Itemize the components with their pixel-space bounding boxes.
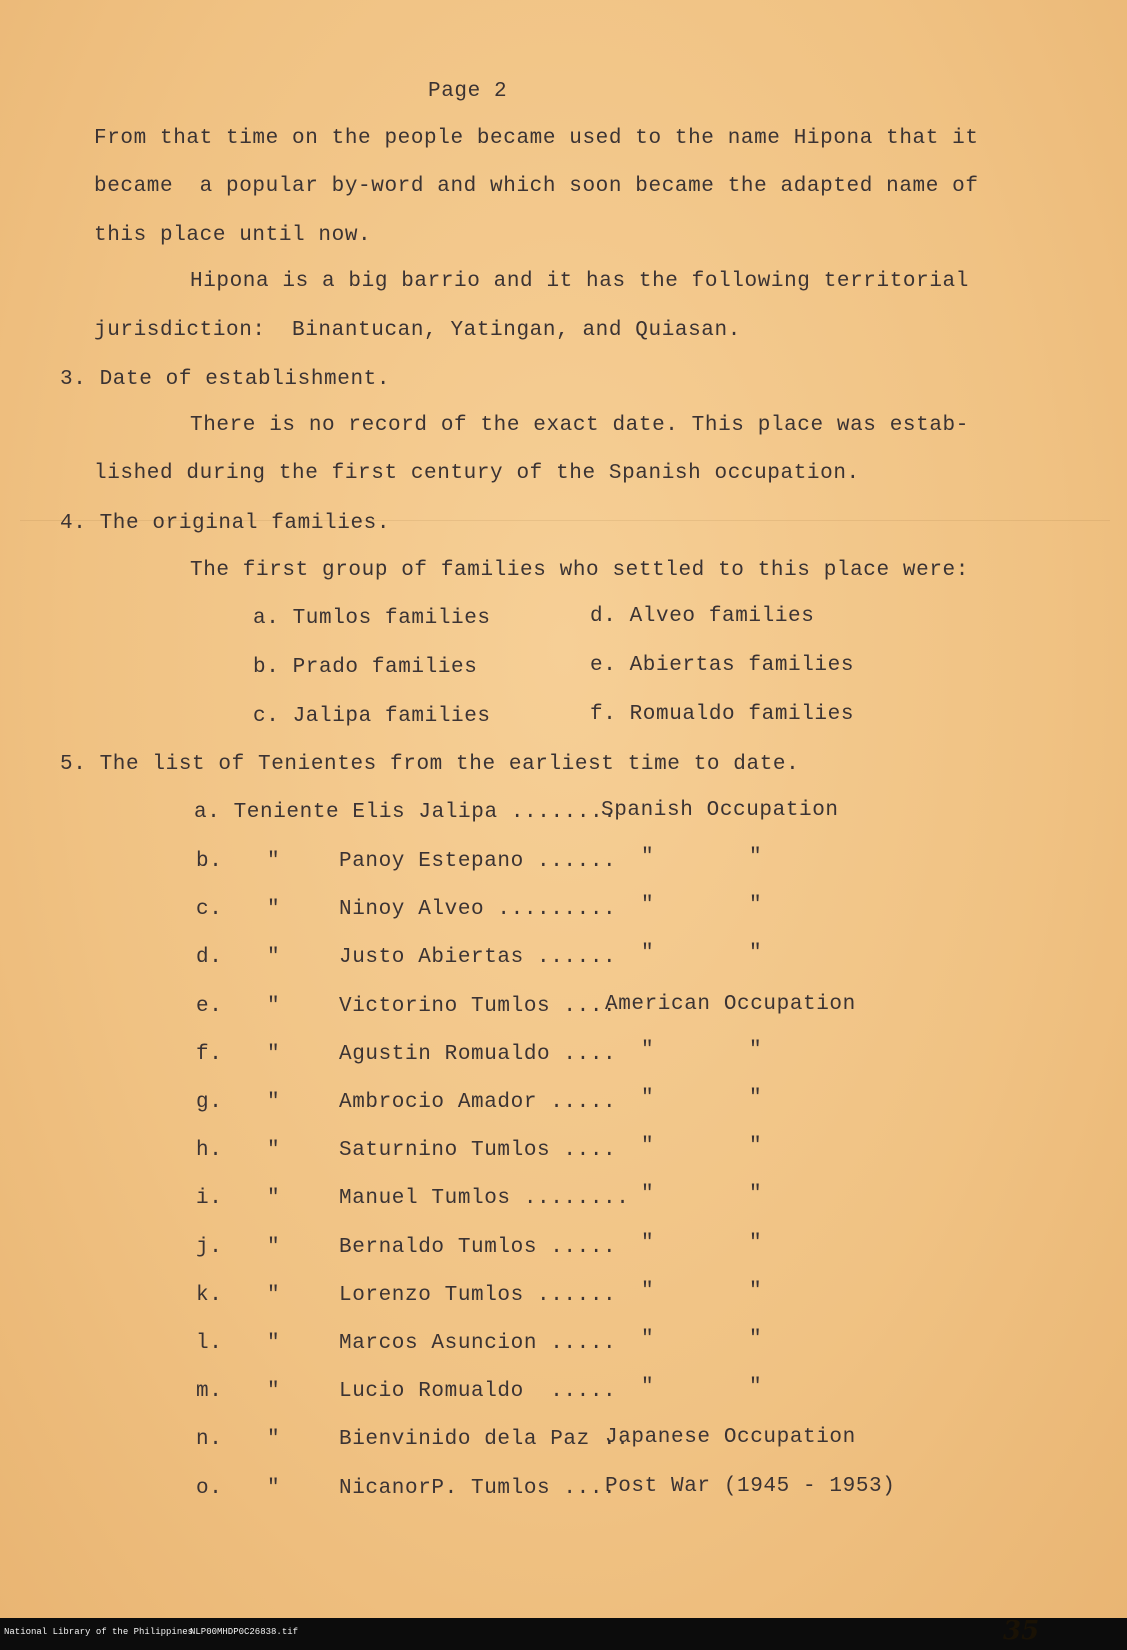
paragraph1-line: this place until now. <box>94 224 372 247</box>
teniente-name: a. Teniente Elis Jalipa ........ <box>194 801 617 824</box>
section4-intro: The first group of families who settled to this place were: <box>190 559 969 582</box>
section3-line: There is no record of the exact date. This place was estab- <box>190 414 969 437</box>
row-letter: d. <box>196 946 223 969</box>
period-ditto: " <box>641 1328 655 1351</box>
row-letter: e. <box>196 995 223 1018</box>
row-letter: c. <box>196 898 223 921</box>
teniente-ditto: " <box>267 946 281 969</box>
teniente-ditto: " <box>267 850 281 873</box>
row-letter: b. <box>196 850 223 873</box>
teniente-name: Justo Abiertas ...... <box>339 946 617 969</box>
teniente-name: Bernaldo Tumlos ..... <box>339 1236 617 1259</box>
paragraph1-line: From that time on the people became used to the name Hipona that it <box>94 127 979 150</box>
family-item: a. Tumlos families <box>253 607 491 630</box>
period-ditto: " <box>641 1183 655 1206</box>
section5-heading: 5. The list of Tenientes from the earliest time to date. <box>60 753 800 776</box>
family-item: b. Prado families <box>253 656 478 679</box>
period-ditto: " <box>641 894 655 917</box>
scan-footer-strip <box>0 1618 1127 1650</box>
teniente-name: Bienvinido dela Paz .. <box>339 1428 630 1451</box>
teniente-name: Lucio Romualdo ..... <box>339 1380 617 1403</box>
period-ditto: " <box>641 1135 655 1158</box>
teniente-period: Spanish Occupation <box>601 799 839 822</box>
teniente-name: Agustin Romualdo .... <box>339 1043 617 1066</box>
teniente-ditto: " <box>267 1380 281 1403</box>
period-ditto: " <box>749 1135 763 1158</box>
teniente-ditto: " <box>267 1236 281 1259</box>
teniente-ditto: " <box>267 1187 281 1210</box>
period-ditto: " <box>749 1039 763 1062</box>
row-letter: o. <box>196 1477 223 1500</box>
teniente-name: Ambrocio Amador ..... <box>339 1091 617 1114</box>
row-letter: f. <box>196 1043 223 1066</box>
period-ditto: " <box>749 1328 763 1351</box>
period-ditto: " <box>749 1376 763 1399</box>
period-ditto: " <box>749 942 763 965</box>
teniente-ditto: " <box>267 1332 281 1355</box>
teniente-ditto: " <box>267 1284 281 1307</box>
period-ditto: " <box>641 1376 655 1399</box>
teniente-name: Marcos Asuncion ..... <box>339 1332 617 1355</box>
family-item: d. Alveo families <box>590 605 815 628</box>
period-ditto: " <box>641 1039 655 1062</box>
row-letter: l. <box>196 1332 223 1355</box>
teniente-ditto: " <box>267 1043 281 1066</box>
period-ditto: " <box>641 942 655 965</box>
page-header: Page 2 <box>428 80 508 103</box>
paragraph2-line: Hipona is a big barrio and it has the following territorial <box>190 270 969 293</box>
teniente-ditto: " <box>267 995 281 1018</box>
period-ditto: " <box>749 1232 763 1255</box>
teniente-ditto: " <box>267 1091 281 1114</box>
archive-label: National Library of the Philippines <box>4 1627 194 1637</box>
row-letter: k. <box>196 1284 223 1307</box>
period-ditto: " <box>749 1280 763 1303</box>
row-letter: i. <box>196 1187 223 1210</box>
period-ditto: " <box>749 1183 763 1206</box>
teniente-ditto: " <box>267 1428 281 1451</box>
period-ditto: " <box>641 1087 655 1110</box>
period-ditto: " <box>641 1232 655 1255</box>
family-item: e. Abiertas families <box>590 654 855 677</box>
teniente-ditto: " <box>267 1139 281 1162</box>
teniente-name: Victorino Tumlos .... <box>339 995 617 1018</box>
row-letter: n. <box>196 1428 223 1451</box>
teniente-name: NicanorP. Tumlos .... <box>339 1477 617 1500</box>
teniente-period: Post War (1945 - 1953) <box>605 1475 896 1498</box>
paragraph2-line: jurisdiction: Binantucan, Yatingan, and Quiasan. <box>94 319 741 342</box>
teniente-period: Japanese Occupation <box>605 1426 856 1449</box>
family-item: c. Jalipa families <box>253 705 491 728</box>
period-ditto: " <box>749 846 763 869</box>
period-ditto: " <box>749 894 763 917</box>
family-item: f. Romualdo families <box>590 703 855 726</box>
teniente-name: Saturnino Tumlos .... <box>339 1139 617 1162</box>
teniente-name: Lorenzo Tumlos ...... <box>339 1284 617 1307</box>
teniente-name: Manuel Tumlos ........ <box>339 1187 630 1210</box>
period-ditto: " <box>749 1087 763 1110</box>
section4-heading: 4. The original families. <box>60 512 391 535</box>
row-letter: j. <box>196 1236 223 1259</box>
period-ditto: " <box>641 1280 655 1303</box>
section3-line: lished during the first century of the Spanish occupation. <box>94 462 860 485</box>
row-letter: g. <box>196 1091 223 1114</box>
file-name: NLP00MHDP0C26838.tif <box>190 1627 299 1637</box>
teniente-name: Ninoy Alveo ......... <box>339 898 617 921</box>
period-ditto: " <box>641 846 655 869</box>
section3-heading: 3. Date of establishment. <box>60 368 391 391</box>
teniente-name: Panoy Estepano ...... <box>339 850 617 873</box>
teniente-ditto: " <box>267 1477 281 1500</box>
paragraph1-line: became a popular by-word and which soon became the adapted name of <box>94 175 979 198</box>
row-letter: h. <box>196 1139 223 1162</box>
teniente-period: American Occupation <box>605 993 856 1016</box>
row-letter: m. <box>196 1380 223 1403</box>
teniente-ditto: " <box>267 898 281 921</box>
folio-number: 35 <box>1003 1616 1040 1646</box>
